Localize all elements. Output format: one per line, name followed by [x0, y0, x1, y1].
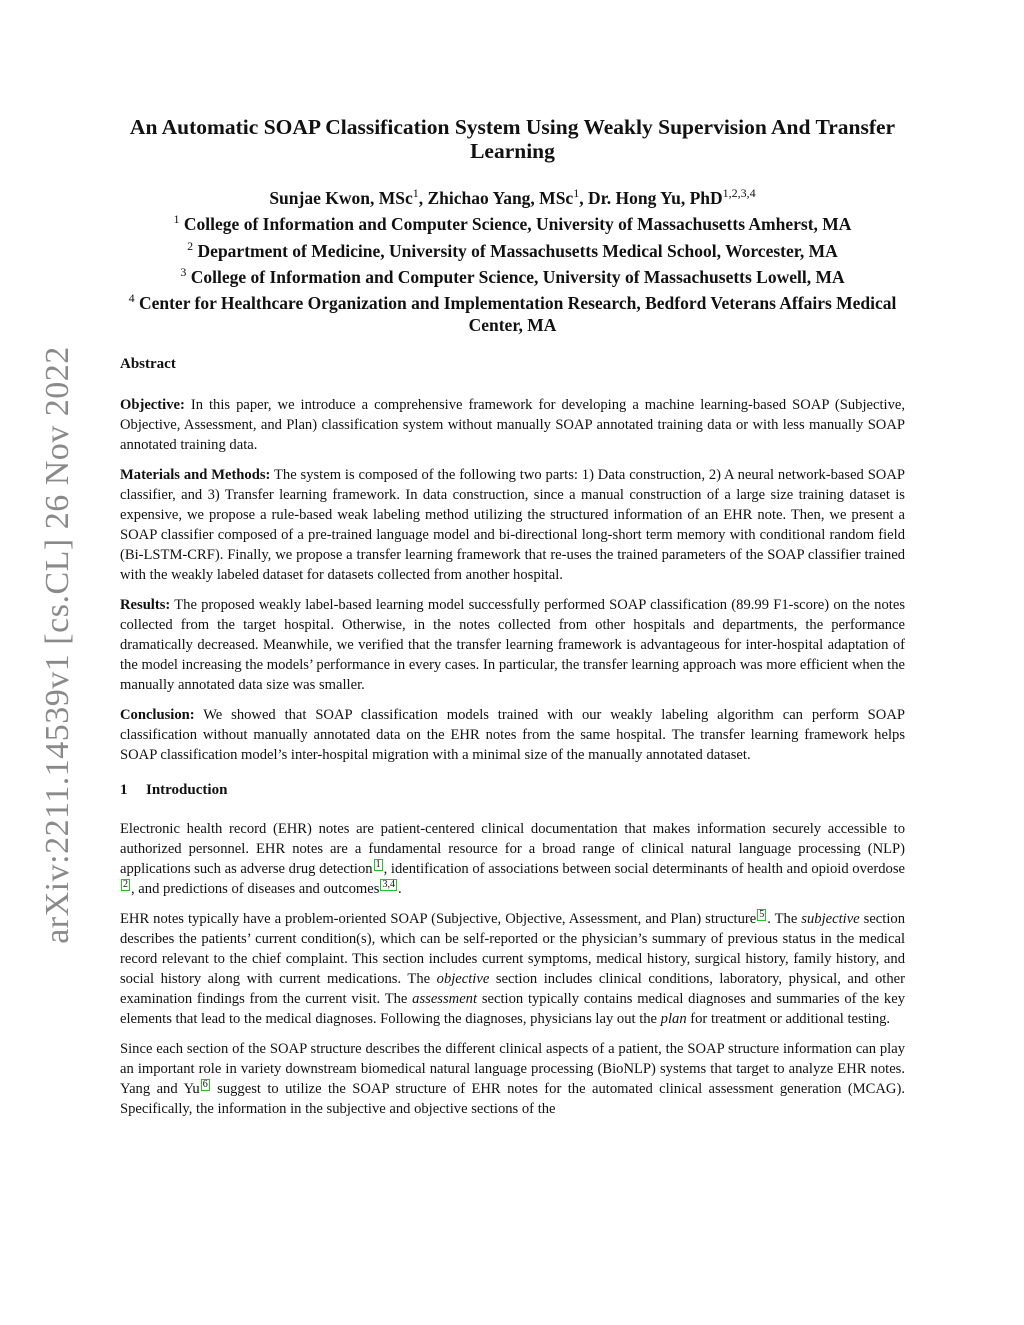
affiliation-text: Center for Healthcare Organization and Implementation Research, Bedford Veterans Affairs Medical Center, MA: [138, 293, 897, 335]
affiliation-text: Department of Medicine, University of Massachusetts Medical School, Worcester, MA: [197, 240, 838, 261]
abstract-label: Objective:: [120, 397, 185, 414]
body-text: .: [397, 881, 402, 898]
body-text: EHR notes typically have a problem-oriented SOAP (Subjective, Objective, Assessment, and Plan) structure: [120, 911, 757, 928]
affiliation-sup: 4: [128, 291, 135, 306]
abstract-conclusion: [120, 705, 905, 765]
emphasis-term: assessment: [412, 991, 478, 1008]
body-text: suggest to utilize the SOAP structure of EHR notes for the automated clinical assessment generation (MCAG). Specifically, the information in the subjective and objective sections of the: [120, 1081, 905, 1118]
author-sup: 1: [573, 186, 580, 200]
abstract-text: The system is composed of the following two parts: 1) Data construction, 2) A neural network-based SOAP classifier, and 3) Transfer learning framework. In data construction, since a manual construction of a large size training dataset is expensive, we propose a rule-based weak labeling method utilizing the structured information of an EHR note. Then, we present a SOAP classifier composed of a pre-trained language model and bi-directional long-short term memory with conditional random field (Bi-LSTM-CRF). Finally, we propose a transfer learning framework that re-uses the trained parameters of the SOAP classifier trained with the weakly labeled dataset for datasets collected from another hospital.: [120, 467, 906, 584]
arxiv-identifier-stamp: arXiv:2211.14539v1 [cs.CL] 26 Nov 2022: [39, 346, 76, 944]
affiliation-sup: 2: [187, 238, 194, 253]
body-text: Electronic health record (EHR) notes are patient-centered clinical documentation that makes information securely accessible to authorized personnel. EHR notes are a fundamental resource for a broad range of clinical natural language processing (NLP) applications such as adverse drug detection: [120, 821, 905, 878]
section-heading-introduction: [120, 782, 905, 799]
abstract-text: We showed that SOAP classification models trained with our weakly labeling algorithm can perform SOAP classification without manually annotated data on the EHR notes from the same hospital. The transfer learning framework helps SOAP classification model’s inter-hospital migration with a minimal size of the manually annotated dataset.: [120, 707, 905, 764]
affiliation-sup: 3: [180, 264, 187, 279]
abstract-label: Results:: [120, 597, 171, 614]
abstract-results: [120, 595, 905, 695]
body-text: . The: [767, 911, 802, 928]
citation-link[interactable]: 1: [375, 859, 381, 871]
affiliation-list: [120, 209, 905, 336]
author-name: Zhichao Yang, MSc: [427, 187, 574, 208]
affiliation-sup: 1: [173, 212, 180, 227]
abstract-objective: [120, 395, 905, 455]
emphasis-term: plan: [660, 1011, 687, 1028]
section-number: 1: [120, 782, 128, 799]
abstract-text: The proposed weakly label-based learning model successfully performed SOAP classification (89.99 F1-score) on the notes collected from the target hospital. Otherwise, in the notes collected from other hospitals and departments, the performance dramatically decreased. Meanwhile, we verified that the transfer learning framework is advantageous for inter-hospital adaptation of the model increasing the models’ performance in every cases. In particular, the transfer learning approach was more efficient when the manually annotated data size was smaller.: [120, 597, 905, 694]
affiliation-text: College of Information and Computer Science, University of Massachusetts Amherst, MA: [183, 214, 852, 235]
abstract-body: [120, 395, 905, 765]
author-sup: 1: [412, 186, 419, 200]
affiliation: [120, 236, 905, 262]
paper-page: [120, 115, 905, 1119]
body-text: for treatment or additional testing.: [686, 1011, 891, 1028]
body-text: , and predictions of diseases and outcomes: [131, 881, 380, 898]
citation-link[interactable]: 3,4: [382, 879, 395, 891]
abstract-heading: Abstract: [120, 356, 176, 373]
body-paragraph: [120, 1039, 905, 1119]
paper-title: An Automatic SOAP Classification System Using Weakly Supervision And Transfer Learning: [129, 115, 896, 163]
abstract-label: Conclusion:: [120, 707, 195, 724]
body-text: section includes clinical conditions, laboratory, physical, and other examination findings from the current visit. The: [120, 971, 905, 1008]
body-text: section typically contains medical diagnoses and summaries of the key elements that lead to the medical diagnoses. Following the diagnoses, physicians lay out the: [120, 991, 905, 1028]
citation-link[interactable]: 6: [202, 1079, 208, 1091]
abstract-methods: [120, 465, 905, 585]
author-sup: 1,2,3,4: [722, 186, 756, 200]
section-title: Introduction: [146, 782, 228, 799]
body-paragraph: [120, 819, 905, 899]
affiliation: [120, 209, 905, 235]
affiliation: [120, 262, 905, 288]
author-name: Dr. Hong Yu, PhD: [587, 187, 723, 208]
body-paragraph: [120, 909, 905, 1029]
author-name: Sunjae Kwon, MSc: [269, 187, 413, 208]
abstract-label: Materials and Methods:: [120, 467, 271, 484]
citation-link[interactable]: 2: [123, 879, 128, 891]
author-list: Sunjae Kwon, MSc$^1$, Zhichao Yang, MSc$^1$, Dr. Hong Yu, PhD$^{1,2,3,4}$: [269, 186, 756, 208]
abstract-text: In this paper, we introduce a comprehensive framework for developing a machine learning-based SOAP (Subjective, Objective, Assessment, and Plan) classification system without manually SOAP annotated training data or with less manually SOAP annotated training data.: [120, 397, 905, 454]
body-text: section describes the patients’ current condition(s), which can be self-reported or the physician’s summary of previous status in the medical record relevant to the chief complaint. This section includes current symptoms, medical history, surgical history, family history, and social history along with current medications. The: [120, 911, 905, 988]
affiliation: [120, 288, 905, 336]
citation-link[interactable]: 5: [759, 909, 765, 921]
body-text: , identification of associations between social determinants of health and opioid overdose: [383, 861, 905, 878]
emphasis-term: subjective: [801, 911, 860, 928]
affiliation-text: College of Information and Computer Science, University of Massachusetts Lowell, MA: [190, 266, 845, 287]
emphasis-term: objective: [436, 971, 490, 988]
body-text: Since each section of the SOAP structure describes the different clinical aspects of a patient, the SOAP structure information can play an important role in variety downstream biomedical natural language processing (BioNLP) systems that target to analyze EHR notes. Yang and Yu: [120, 1041, 905, 1098]
